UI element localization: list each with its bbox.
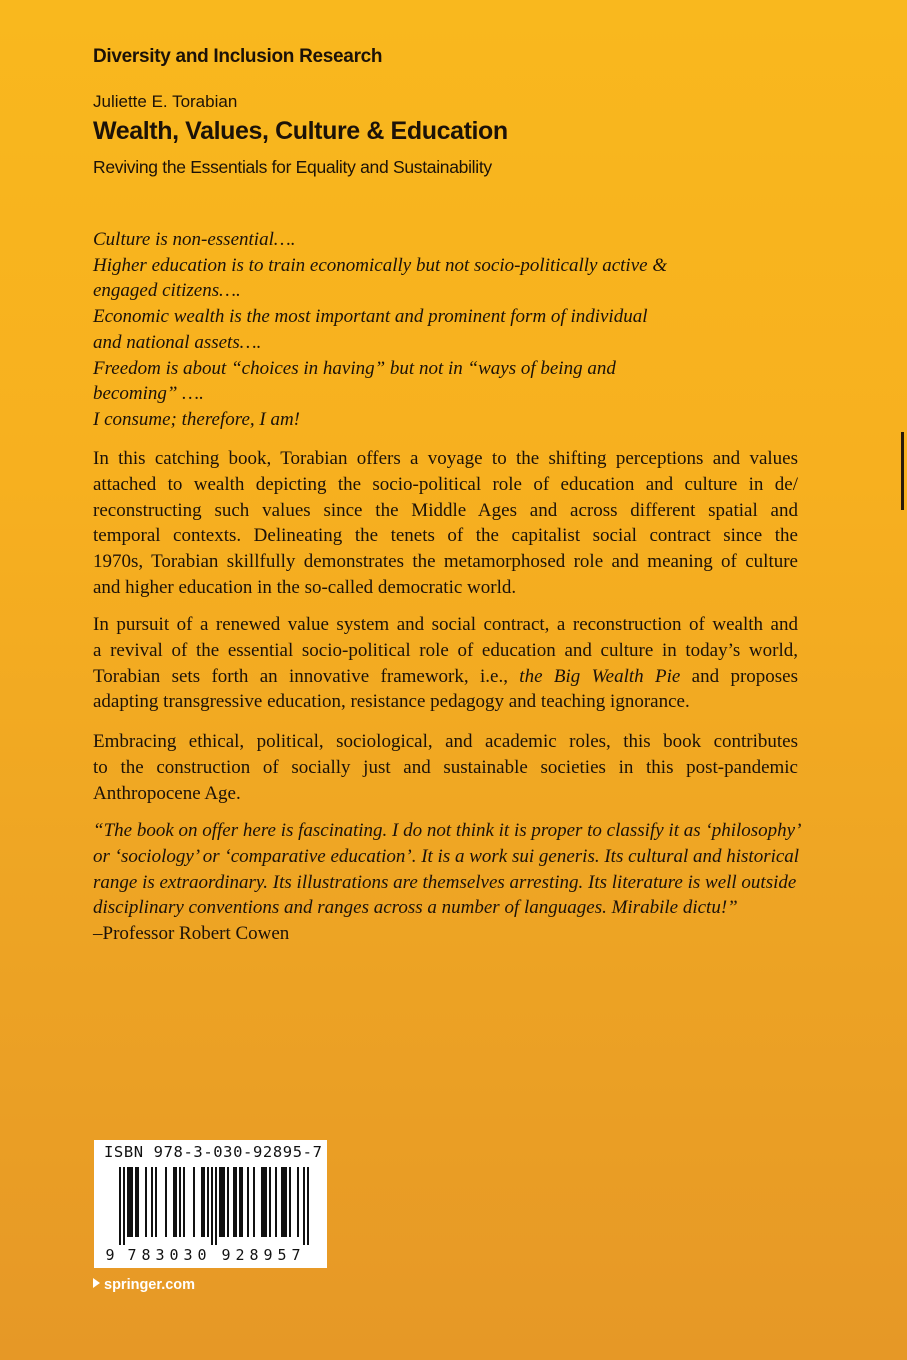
- paragraph-line: and higher education in the so-called democratic world.: [93, 576, 517, 598]
- barcode-guard-bar: [307, 1167, 309, 1245]
- book-title: Wealth, Values, Culture & Education: [93, 117, 508, 145]
- barcode-digit: 2: [235, 1246, 245, 1263]
- barcode-bar: [235, 1167, 237, 1237]
- barcode-bar: [263, 1167, 265, 1237]
- barcode-bar: [281, 1167, 283, 1237]
- barcode-bar: [165, 1167, 167, 1237]
- barcode-digit: 8: [141, 1246, 151, 1263]
- paragraph-line: Anthropocene Age.: [93, 782, 241, 804]
- quote-line: or ‘sociology’ or ‘comparative education’. It is a work sui generis. Its cultural and historical: [93, 845, 800, 867]
- epigraph-line: engaged citizens….: [93, 280, 241, 302]
- barcode-digit: 7: [127, 1246, 137, 1263]
- barcode-digit: 3: [183, 1246, 193, 1263]
- barcode-bar: [137, 1167, 139, 1237]
- edge-mark: [901, 432, 904, 510]
- barcode-bar: [247, 1167, 249, 1237]
- barcode-digit: 7: [291, 1246, 301, 1263]
- barcode-digit: 9: [105, 1246, 115, 1263]
- barcode-bar: [219, 1167, 221, 1237]
- review-quote: [93, 818, 802, 947]
- epigraph-line: becoming” ….: [93, 383, 204, 405]
- paragraph-line: temporal contexts. Delineating the tenets of the capitalist social contract since the: [93, 525, 798, 547]
- epigraph-line: Culture is non-essential….: [93, 229, 296, 250]
- isbn-barcode: [94, 1140, 327, 1268]
- quote-line: range is extraordinary. Its illustrations are themselves arresting. Its literature is well outside: [93, 871, 797, 893]
- epigraph-line: Freedom is about “choices in having” but not in “ways of being and: [93, 357, 616, 379]
- barcode-bar: [221, 1167, 223, 1237]
- barcode-digit: 9: [263, 1246, 273, 1263]
- barcode-bar: [135, 1167, 137, 1237]
- epigraph-line: Higher education is to train economically but not socio-politically active &: [93, 254, 668, 276]
- barcode-bar: [275, 1167, 277, 1237]
- quote-line: “The book on offer here is fascinating. I do not think it is proper to classify it as ‘philosophy’: [93, 820, 802, 841]
- barcode-bar: [207, 1167, 209, 1237]
- barcode-bar: [183, 1167, 185, 1237]
- isbn-label: ISBN 978-3-030-92895-7: [104, 1143, 323, 1161]
- barcode-guard-bar: [215, 1167, 217, 1245]
- barcode-bar: [145, 1167, 147, 1237]
- barcode-bar: [131, 1167, 133, 1237]
- paragraph-line: Embracing ethical, political, sociological, and academic roles, this book contributes: [93, 731, 798, 752]
- barcode-digit: 5: [277, 1246, 287, 1263]
- barcode-bar: [151, 1167, 153, 1237]
- publisher-link[interactable]: [93, 1277, 195, 1293]
- paragraph-text: Torabian sets forth an innovative framework, i.e.,: [93, 665, 520, 687]
- barcode-bar: [265, 1167, 267, 1237]
- barcode-bar: [285, 1167, 287, 1237]
- barcode-bar: [193, 1167, 195, 1237]
- paragraph-line: 1970s, Torabian skillfully demonstrates the metamorphosed role and meaning of culture: [93, 551, 798, 573]
- series-name: Diversity and Inclusion Research: [93, 46, 383, 67]
- barcode-digit: 0: [169, 1246, 179, 1263]
- quote-line: disciplinary conventions and ranges across a number of languages. Mirabile dictu!”: [93, 897, 738, 919]
- publisher-url: springer.com: [104, 1277, 196, 1293]
- paragraph-line: In this catching book, Torabian offers a voyage to the shifting perceptions and values: [93, 448, 798, 469]
- barcode-bar: [269, 1167, 271, 1237]
- epigraph: [93, 227, 733, 433]
- paragraph-line: In pursuit of a renewed value system and social contract, a reconstruction of wealth and: [93, 614, 798, 635]
- paragraph-line: attached to wealth depicting the socio-political role of education and culture in de/: [93, 473, 798, 495]
- description-paragraph-2: [93, 612, 798, 715]
- paragraph-line: adapting transgressive education, resistance pedagogy and teaching ignorance.: [93, 691, 690, 713]
- barcode-digit: 8: [249, 1246, 259, 1263]
- barcode-digit: 0: [197, 1246, 207, 1263]
- barcode-bar: [175, 1167, 177, 1237]
- paragraph-line: a revival of the essential socio-political role of education and culture in today’s world,: [93, 639, 798, 661]
- barcode-bar: [289, 1167, 291, 1237]
- barcode-bar: [201, 1167, 203, 1237]
- barcode-bar: [129, 1167, 131, 1237]
- framework-name: the Big Wealth Pie: [519, 665, 681, 687]
- arrow-right-icon: [93, 1278, 100, 1288]
- barcode-guard-bar: [119, 1167, 121, 1245]
- barcode-guard-bar: [123, 1167, 125, 1245]
- barcode-bar: [253, 1167, 255, 1237]
- paragraph-text: and proposes: [680, 665, 798, 687]
- barcode-digit: 3: [155, 1246, 165, 1263]
- barcode-digit: 9: [221, 1246, 231, 1263]
- paragraph-line: reconstructing such values since the Middle Ages and across different spatial and: [93, 499, 798, 521]
- barcode-bar: [261, 1167, 263, 1237]
- barcode-bar: [227, 1167, 229, 1237]
- barcode-bar: [233, 1167, 235, 1237]
- barcode-bar: [127, 1167, 129, 1237]
- barcode-guard-bar: [211, 1167, 213, 1245]
- description-paragraph-1: [93, 446, 798, 601]
- quote-attribution: –Professor Robert Cowen: [93, 923, 290, 945]
- epigraph-line: and national assets….: [93, 331, 262, 353]
- description-paragraph-3: [93, 729, 798, 806]
- barcode-guard-bar: [303, 1167, 305, 1245]
- barcode-bar: [283, 1167, 285, 1237]
- barcode-bar: [155, 1167, 157, 1237]
- barcode-bar: [297, 1167, 299, 1237]
- epigraph-line: Economic wealth is the most important and prominent form of individual: [93, 306, 648, 328]
- paragraph-line: [93, 664, 798, 690]
- paragraph-line: to the construction of socially just and sustainable societies in this post-pandemic: [93, 756, 798, 778]
- epigraph-line: I consume; therefore, I am!: [93, 408, 300, 430]
- barcode-bar: [239, 1167, 241, 1237]
- book-subtitle: Reviving the Essentials for Equality and Sustainability: [93, 157, 492, 177]
- barcode-bar: [173, 1167, 175, 1237]
- barcode-bar: [179, 1167, 181, 1237]
- barcode-bar: [203, 1167, 205, 1237]
- barcode-bar: [223, 1167, 225, 1237]
- barcode-bar: [241, 1167, 243, 1237]
- author-name: Juliette E. Torabian: [93, 92, 238, 111]
- barcode-bars: [104, 1167, 316, 1263]
